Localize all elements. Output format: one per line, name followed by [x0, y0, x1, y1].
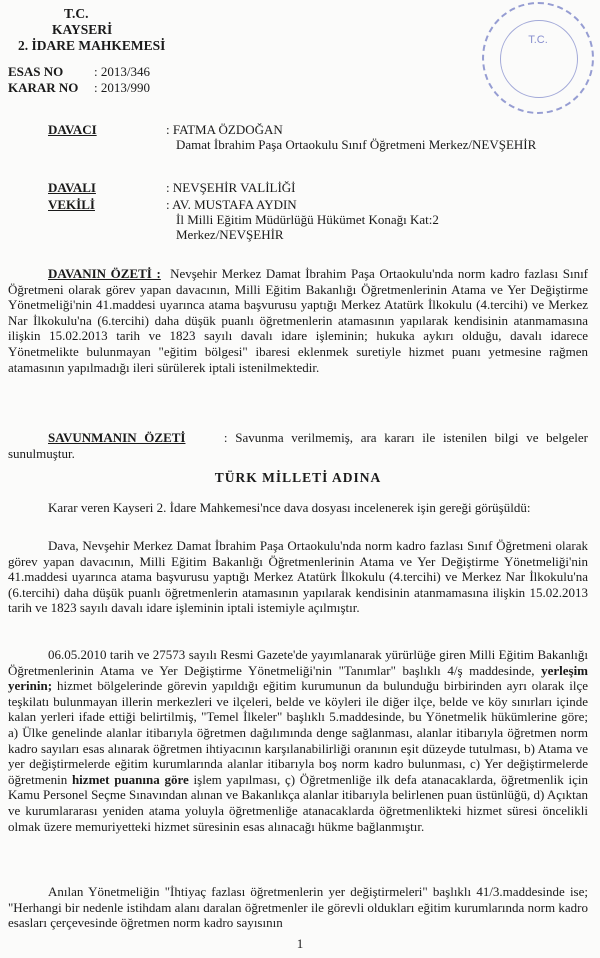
davaci-name: : FATMA ÖZDOĞAN	[166, 122, 283, 137]
esas-no-label: ESAS NO	[8, 64, 64, 79]
official-seal-stamp	[482, 2, 594, 114]
davaci-row	[48, 122, 588, 137]
court-header	[8, 6, 208, 54]
case-numbers	[8, 64, 228, 96]
esas-no-value: : 2013/346	[94, 64, 150, 79]
mevzuat-text-3: işlem yapılması, ç) Öğretmenliğe ilk defa atanacaklarda, öğretmenlik için Kamu Personel Seçme Sınavından alınan ve Bakanlıkça alanlar itibarıyla belirlenen puan üstünlüğü, d) Açıktan ve kurumlararası yeniden atama yoluyla öğretmenliğe atanacaklarda öğretmenlikteki hizmet süresi öncelikli olmak üzere memuriyetteki hizmet süresinin esas alınacağı hükme bağlanmıştır.	[8, 771, 588, 834]
davaci-label: DAVACI	[48, 122, 97, 137]
davanin-ozeti-label: DAVANIN ÖZETİ :	[48, 266, 161, 281]
header-tc: T.C.	[64, 6, 89, 21]
header-city: KAYSERİ	[52, 22, 113, 37]
karar-no-label: KARAR NO	[8, 80, 79, 95]
mevzuat-text-1: 06.05.2010 tarih ve 27573 sayılı Resmi Gazete'de yayımlanarak yürürlüğe giren Milli Eğitim Bakanlığı Öğretmenlerinin Atama ve Yer Değiştirme Yönetmeliği'nin "Tanımlar" başlıklı 4/ş maddesinde,	[8, 647, 588, 678]
decision-title: TÜRK MİLLETİ ADINA	[214, 470, 382, 485]
davaci-block	[48, 122, 588, 152]
vekili-label: VEKİLİ	[48, 197, 95, 212]
esas-no-row	[8, 64, 228, 80]
vekili-row	[48, 197, 588, 212]
vekili-address-2: Merkez/NEVŞEHİR	[176, 227, 284, 242]
dava-paragraph: Dava, Nevşehir Merkez Damat İbrahim Paşa Ortaokulu'nda norm kadro fazlası Sınıf Öğretmeni olarak görev yapan davacının, Milli Eğitim Bakanlığı Öğretmenlerinin Atama ve Yer Değiştirme Yönetmeliği'nin 41.maddesi uyarınca atama başvurusu yaptığı Merkez Atatürk İlkokulu (4.tercihi) ve Merkez Nar İlkokulu'na (6.tercihi) daha düşük puanlı öğretmenlerin atamasının yapılarak kendisinin atanmamasına ilişkin 15.02.2013 tarih ve 1823 sayılı davalı idare işleminin iptali istemiyle açılmıştır.	[8, 538, 588, 616]
davali-block	[48, 180, 588, 242]
savunmanin-ozeti-label: SAVUNMANIN ÖZETİ	[48, 430, 186, 445]
vekili-address-1: İl Milli Eğitim Müdürlüğü Hükümet Konağı Kat:2	[176, 212, 439, 227]
davanin-ozeti-paragraph	[8, 266, 588, 375]
page-number: 1	[296, 936, 304, 951]
karar-paragraph: Karar veren Kayseri 2. İdare Mahkemesi'nce dava dosyası incelenerek işin gereği görüşüldü:	[48, 500, 531, 515]
mevzuat-text-2: hizmet bölgelerinde görevin yapıldığı eğitim kurumunun da bulunduğu birbirinden ayrı olarak ilçe teşkilatı bulunmayan illerin merkezleri ve ilçeleri, belde ve köyleri ile diğer ilçe, belde ve köy sınırları içinde kalan yerleri ifade ettiği belirtilmiş, "Temel İlkeler" başlıklı 5.maddesinde, bu Yönetmelik hükümlerine göre; a) Ülke genelinde alanlar itibarıyla öğretmen dağılımında denge sağlanması, alanlar itibarıyla öğretmen norm kadro sayıları esas alınarak öğretmen ihtiyacının karşılanabilirliği oranının eşit düzeyde tutulması, b) Atama ve yer değiştirmelerde eğitim kurumlarında alanlar itibarıyla boş norm kadro bulunması, c) Yer değiştirmelerde öğretmenin	[8, 678, 588, 787]
davanin-ozeti-text: Nevşehir Merkez Damat İbrahim Paşa Ortaokulu'nda norm kadro fazlası Sınıf Öğretmeni olarak görev yapan davacının, Milli Eğitim Bakanlığı Öğretmenlerinin Atama ve Yer Değiştirme Yönetmeliği'nin 41.maddesi uyarınca atama başvurusu yaptığı Merkez Atatürk İlkokulu (4.tercihi) ve Merkez Nar İlkokulu'na (6.tercihi) daha düşük puanlı öğretmenlerin atamasının yapılarak kendisinin atanmamasına ilişkin 15.02.2013 tarih ve 1823 sayılı davalı idare işleminin; hukuka aykırı olduğu, davalı idarece Yönetmelikte bulunmayan "eğitim bölgesi" ibaresi eklenmek suretiyle hizmet puanı yetmesine rağmen atamasının yapılmadığı ileri sürülerek iptali istenilmektedir.	[8, 266, 589, 375]
seal-inner-ring	[500, 20, 578, 98]
davaci-detail: Damat İbrahim Paşa Ortaokulu Sınıf Öğretmeni Merkez/NEVŞEHİR	[176, 137, 537, 152]
karar-no-row	[8, 80, 228, 96]
davali-label: DAVALI	[48, 180, 96, 195]
davali-name: : NEVŞEHİR VALİLİĞİ	[166, 180, 296, 195]
mevzuat-paragraph	[8, 647, 588, 834]
mevzuat-bold-2: hizmet puanına göre	[71, 771, 189, 787]
karar-no-value: : 2013/990	[94, 80, 150, 95]
vekili-name: : AV. MUSTAFA AYDIN	[166, 197, 297, 212]
mevzuat-bold-1: yerleşim yerinin;	[8, 662, 589, 694]
last-paragraph: Anılan Yönetmeliğin "İhtiyaç fazlası öğretmenlerin yer değiştirmeleri" başlıklı 41/3.maddesinde ise; "Herhangi bir nedenle istihdam alanı daralan öğretmenler ile görevli oldukları eğitim kurumlarında norm kadro esasları çerçevesinde öğretmen norm kadro sayısının	[8, 884, 588, 931]
header-court: 2. İDARE MAHKEMESİ	[18, 38, 166, 53]
davali-row	[48, 180, 588, 195]
savunmanin-ozeti-text: : Savunma verilmemiş, ara kararı ile istenilen bilgi ve belgeler sunulmuştur.	[8, 430, 589, 461]
seal-text: T.C.	[528, 34, 548, 46]
savunmanin-ozeti-paragraph	[8, 430, 588, 461]
